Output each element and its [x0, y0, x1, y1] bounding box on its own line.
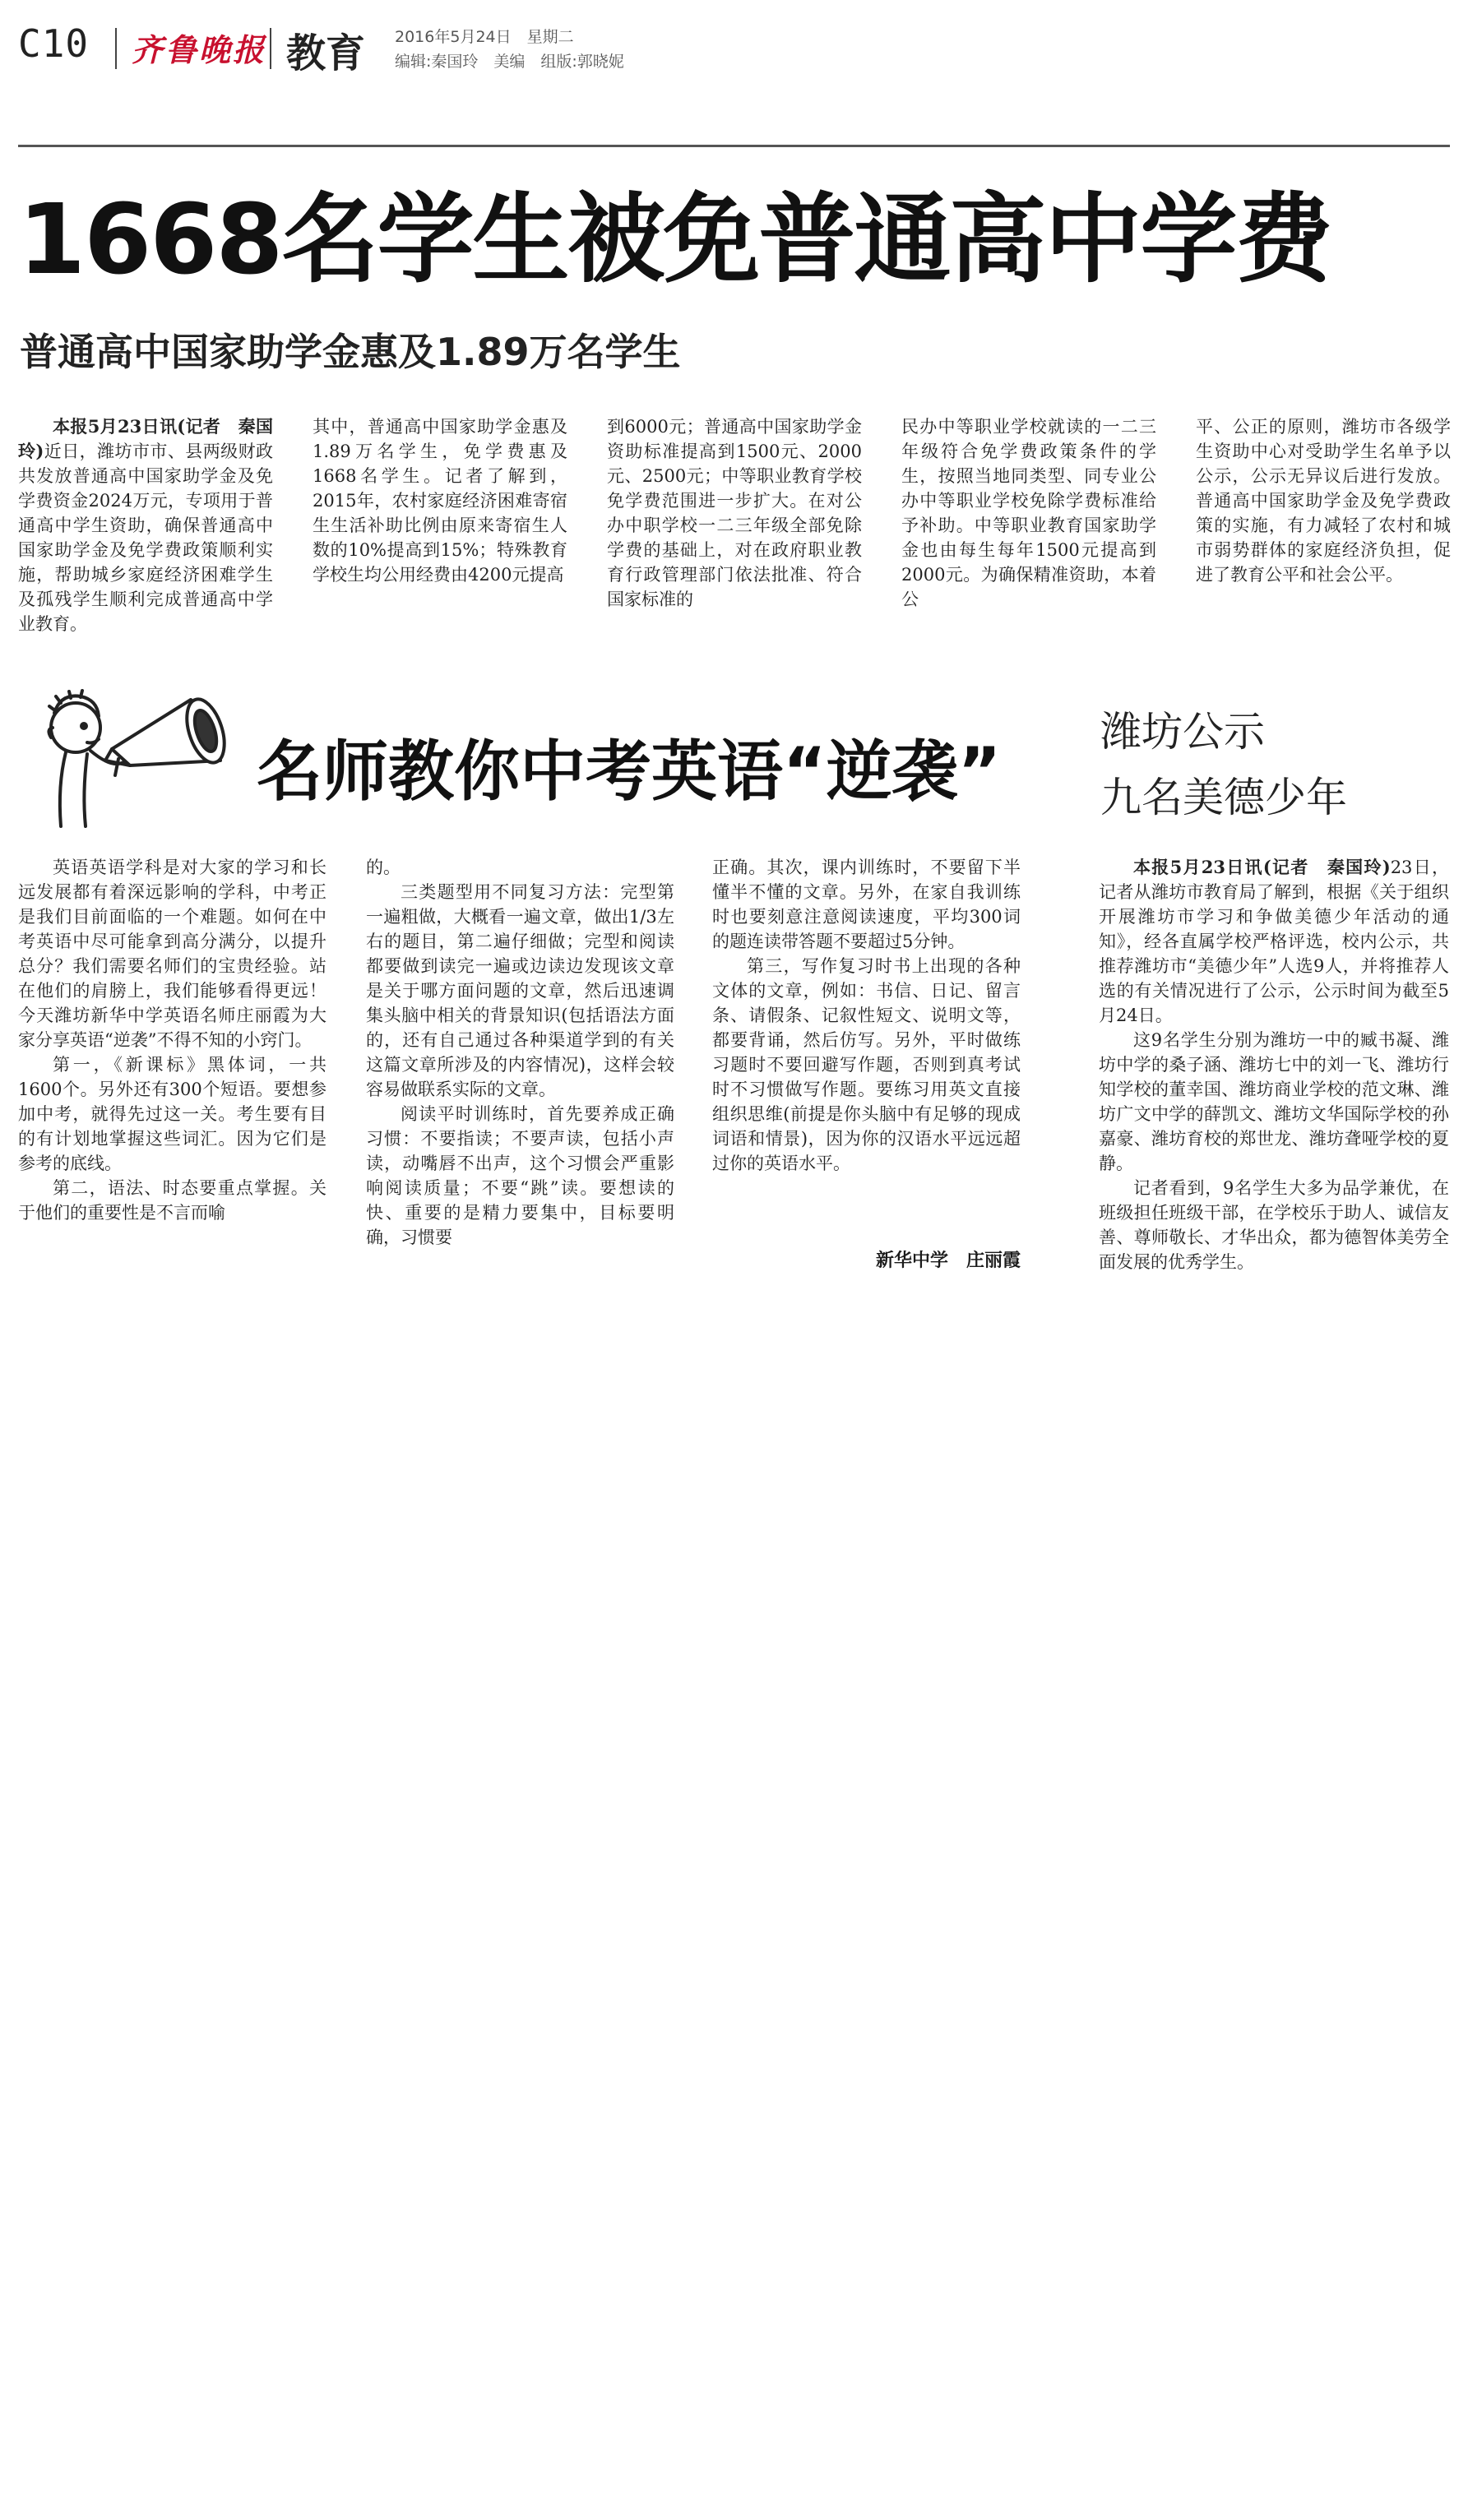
header-divider	[115, 28, 117, 69]
story1-body-text: 民办中等职业学校就读的一二三年级符合免学费政策条件的学生，按照当地同类型、同专业公办中等职业学校免除学费标准给予补助。中等职业教育国家助学金也由每生每年1500元提高到2000元。为确保精准资助，本着公	[901, 417, 1156, 609]
story3-paragraph: 这9名学生分别为潍坊一中的臧书凝、潍坊中学的桑子涵、潍坊七中的刘一飞、潍坊行知学校的董幸国、潍坊商业学校的范文琳、潍坊广文中学的薛凯文、潍坊文华国际学校的孙嘉豪、潍坊育校的郑世龙、潍坊聋哑学校的夏静。	[1099, 1030, 1449, 1173]
story2-paragraph: 的。	[366, 858, 401, 877]
story3-headline-line2: 九名美德少年	[1100, 774, 1347, 821]
story2-headline: 名师教你中考英语“逆袭”	[257, 733, 1002, 810]
story1-column-4	[901, 414, 1156, 636]
story1-column-1	[18, 414, 273, 636]
issue-date: 2016年5月24日 星期二	[395, 28, 574, 46]
header-divider	[270, 28, 271, 69]
editor-credits: 编辑:秦国玲 美编 组版:郭晓妮	[395, 53, 624, 71]
story2-column-1	[18, 855, 326, 1274]
header-rule	[18, 145, 1450, 147]
story1-subhead: 普通高中国家助学金惠及1.89万名学生	[20, 330, 681, 374]
story3-dateline: 本报5月23日讯(记者 秦国玲)	[1133, 857, 1391, 877]
story3-body-text: 23日，记者从潍坊市教育局了解到，根据《关于组织开展潍坊市学习和争做美德少年活动的通知》，经各直属学校严格评选，校内公示，共推荐潍坊市“美德少年”人选9人，并将推荐人选的有关情况进行了公示，公示时间为截至5月24日。	[1099, 858, 1449, 1025]
megaphone-boy-illustration	[33, 670, 247, 835]
story3-paragraph: 记者看到，9名学生大多为品学兼优，在班级担任班级干部，在学校乐于助人、诚信友善、尊师敬长、才华出众，都为德智体美劳全面发展的优秀学生。	[1099, 1178, 1449, 1272]
story1-dateline: 本报5月23日讯(记者 秦国玲)	[18, 416, 273, 461]
story2-paragraph: 第一，《新课标》黑体词，一共1600个。另外还有300个短语。要想参加中考，就得先过这一关。考生要有目的有计划地掌握这些词汇。因为它们是参考的底线。	[18, 1055, 326, 1173]
story2-paragraph: 第二，语法、时态要重点掌握。关于他们的重要性是不言而喻	[18, 1178, 326, 1223]
story1-body-text: 其中，普通高中国家助学金惠及1.89万名学生，免学费惠及1668名学生。记者了解到，2015年，农村家庭经济困难寄宿生生活补助比例由原来寄宿生人数的10%提高到15%；特殊教育学校生均公用经费由4200元提高	[313, 417, 567, 585]
newspaper-masthead-logo: 齐鲁晚报	[132, 31, 267, 68]
story2-paragraph: 正确。其次，课内训练时，不要留下半懂半不懂的文章。另外，在家自我训练时也要刻意注意阅读速度，平均300词的题连读带答题不要超过5分钟。	[712, 858, 1021, 951]
story1-body-text: 近日，潍坊市市、县两级财政共发放普通高中国家助学金及免学费资金2024万元，专项用于普通高中学生资助，确保普通高中国家助学金及免学费政策顺利实施，帮助城乡家庭经济困难学生及孤残学生顺利完成普通高中学业教育。	[18, 442, 273, 634]
story2-column-3	[712, 855, 1021, 1242]
section-title: 教育	[286, 30, 366, 76]
story1-headline: 1668名学生被免普通高中学费	[18, 183, 1331, 296]
story2-column-2	[366, 855, 674, 1274]
story1-column-3	[607, 414, 862, 636]
story1-column-2	[313, 414, 567, 636]
story3-headline-line1: 潍坊公示	[1100, 708, 1265, 756]
story2-paragraph: 阅读平时训练时，首先要养成正确习惯：不要指读；不要声读，包括小声读，动嘴唇不出声，这个习惯会严重影响阅读质量；不要“跳”读。要想读的快、重要的是精力要集中，目标要明确，习惯要	[366, 1104, 674, 1247]
story2-paragraph: 第三，写作复习时书上出现的各种文体的文章，例如：书信、日记、留言条、请假条、记叙性短文、说明文等，都要背诵，然后仿写。另外，平时做练习题时不要回避写作题，否则到真考试时不习惯做写作题。要练习用英文直接组织思维(前提是你头脑中有足够的现成词语和情景)，因为你的汉语水平远远超过你的英语水平。	[712, 956, 1021, 1173]
story2-paragraph: 三类题型用不同复习方法：完型第一遍粗做，大概看一遍文章，做出1/3左右的题目，第二遍仔细做；完型和阅读都要做到读完一遍或边读边发现该文章是关于哪方面问题的文章，然后迅速调集头脑中相关的背景知识(包括语法方面的，还有自己通过各种渠道学到的有关这篇文章所涉及的内容情况)，这样会较容易做联系实际的文章。	[366, 882, 674, 1099]
page-number: C10	[18, 21, 90, 66]
story1-body-text: 平、公正的原则，潍坊市各级学生资助中心对受助学生名单予以公示，公示无异议后进行发放。普通高中国家助学金及免学费政策的实施，有力减轻了农村和城市弱势群体的家庭经济负担，促进了教育公平和社会公平。	[1196, 417, 1451, 585]
story3-column	[1099, 855, 1449, 1274]
story2-byline: 新华中学 庄丽霞	[875, 1250, 1021, 1271]
story1-column-5	[1196, 414, 1451, 636]
story1-body-text: 到6000元；普通高中国家助学金资助标准提高到1500元、2000元、2500元；中等职业教育学校免学费范围进一步扩大。在对公办中职学校一二三年级全部免除学费的基础上，对在政府职业教育行政管理部门依法批准、符合国家标准的	[607, 417, 862, 609]
story2-paragraph: 英语英语学科是对大家的学习和长远发展都有着深远影响的学科，中考正是我们目前面临的一个难题。如何在中考英语中尽可能拿到高分满分，以提升总分？我们需要名师们的宝贵经验。站在他们的肩膀上，我们能够看得更远！今天潍坊新华中学英语名师庄丽霞为大家分享英语“逆袭”不得不知的小窍门。	[18, 858, 326, 1050]
